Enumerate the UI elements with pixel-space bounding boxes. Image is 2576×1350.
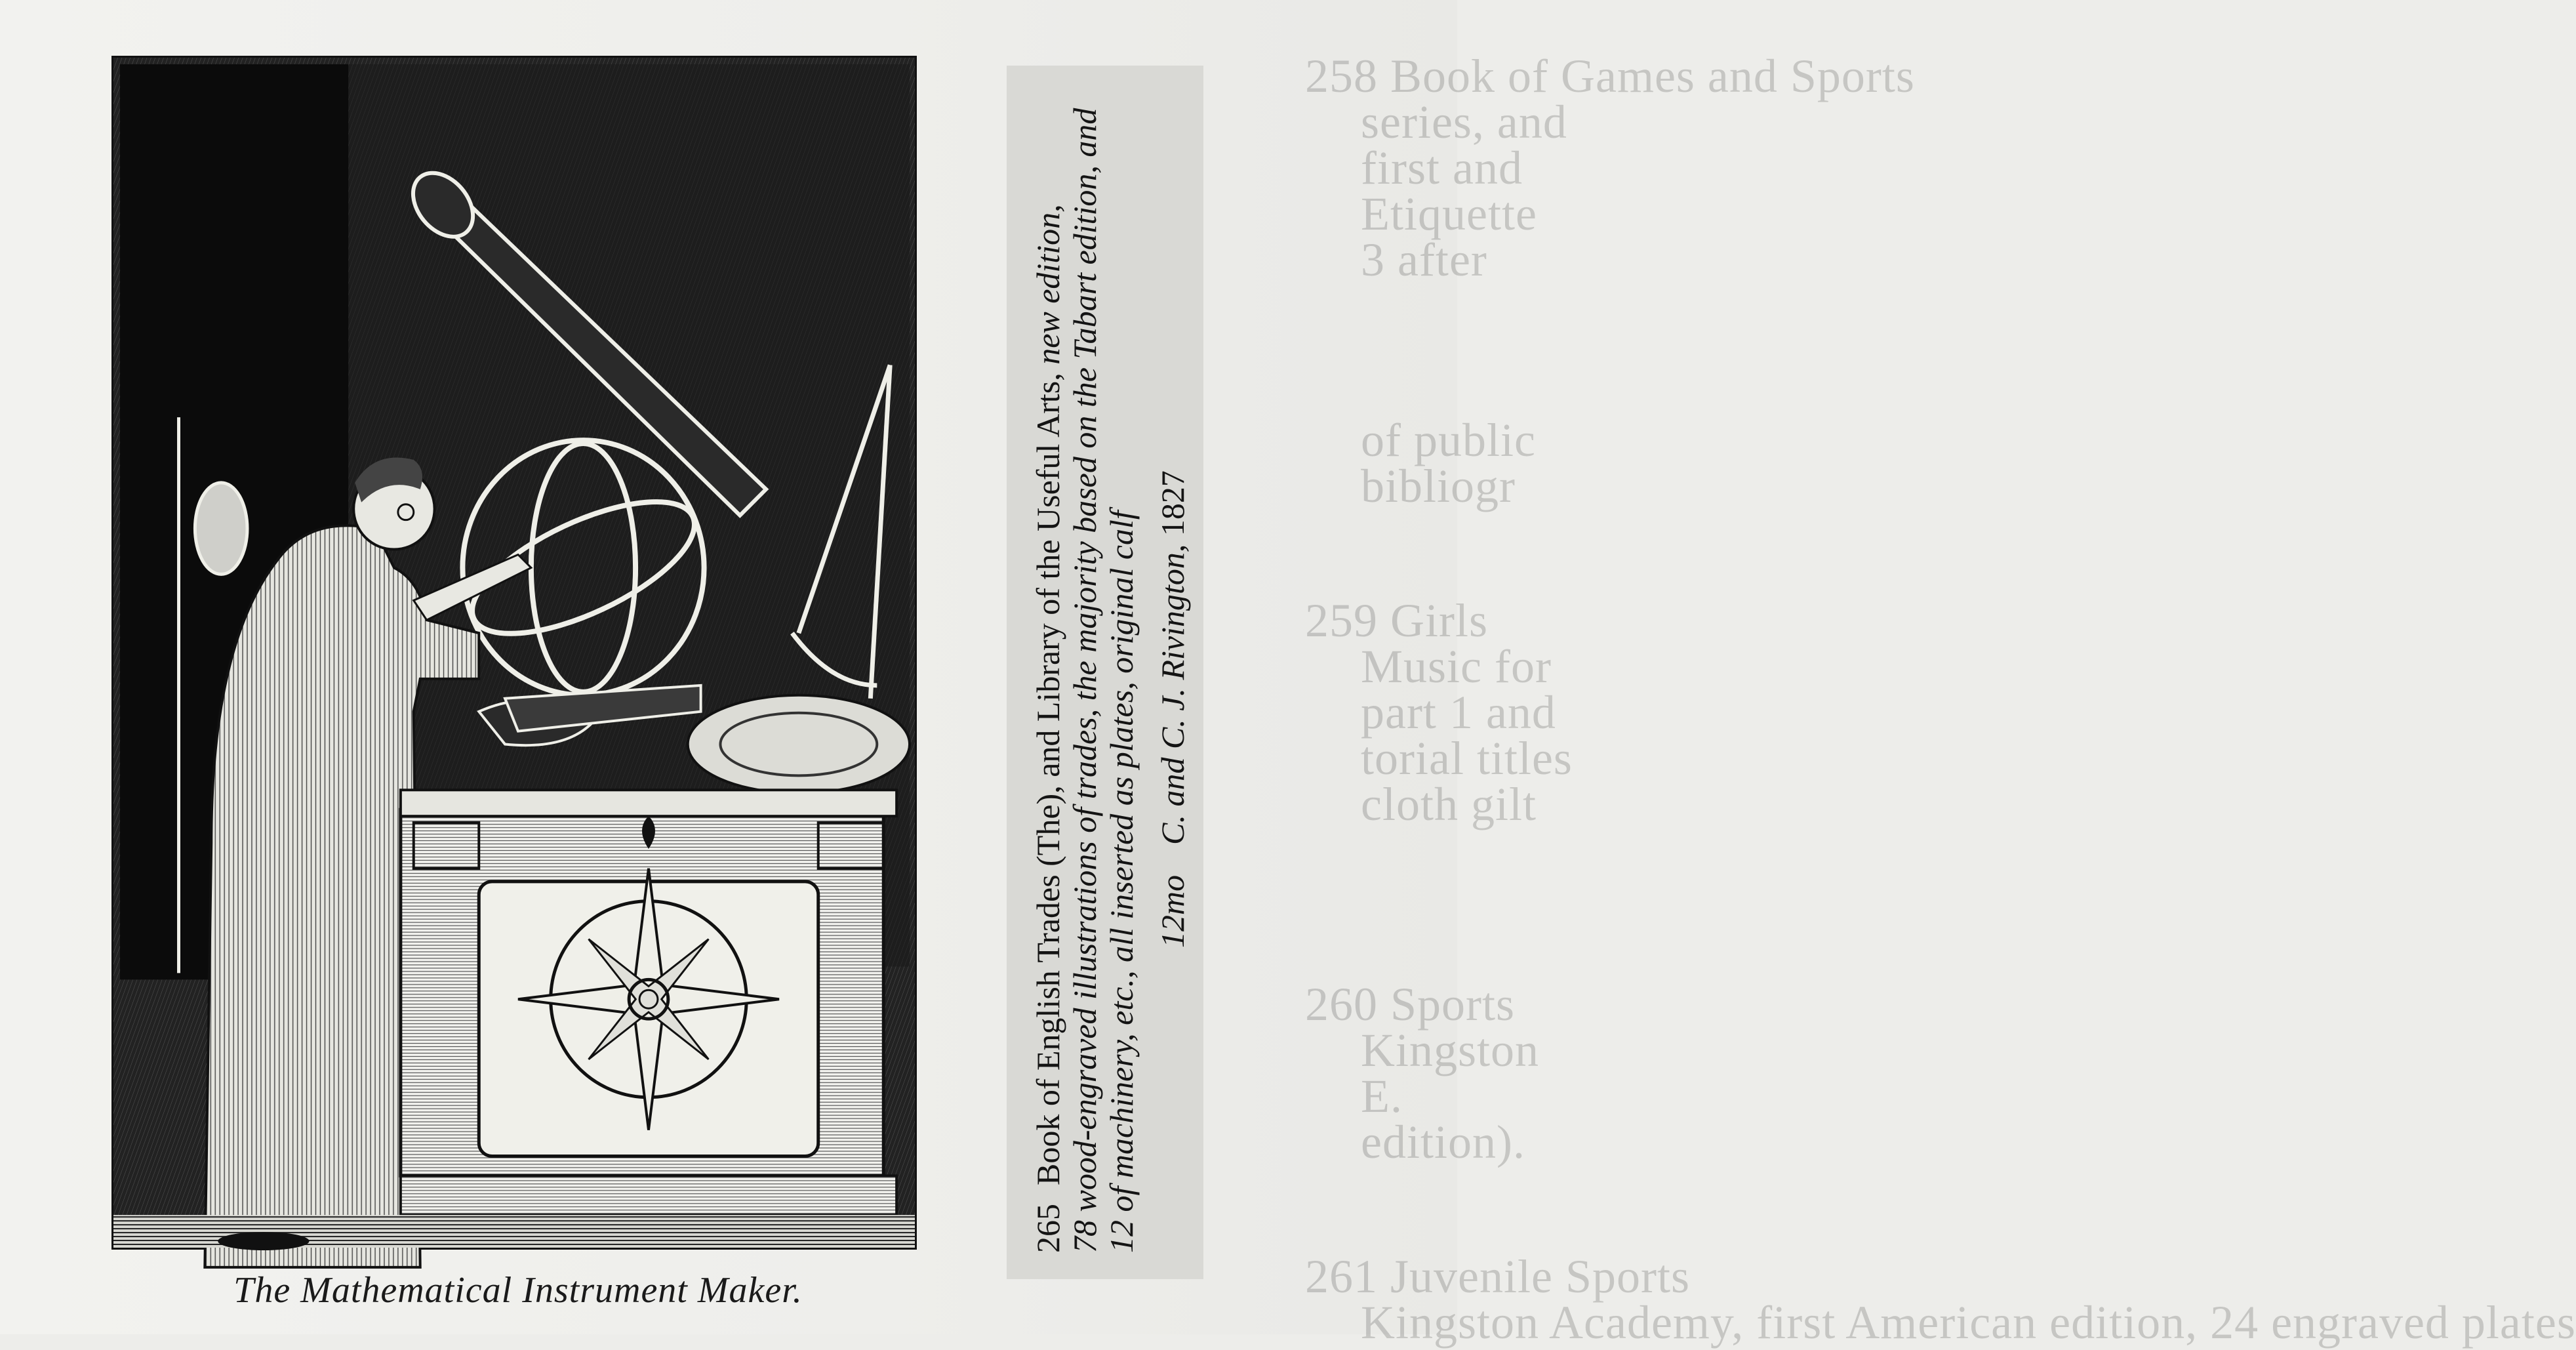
ghost-line: first and (1361, 142, 1523, 194)
figure-caption: The Mathematical Instrument Maker. (233, 1270, 803, 1311)
ghost-line: part 1 and (1361, 686, 1556, 739)
catalog-line-1 (1007, 66, 1066, 1279)
ghost-line: 261 Juvenile Sports (1305, 1250, 1690, 1303)
catalog-edition: new edition, (1030, 204, 1066, 365)
catalog-format: 12mo (1154, 874, 1191, 948)
ghost-line: torial titles (1361, 732, 1573, 785)
instrument-maker-engraving (113, 58, 915, 1248)
ghost-line: 260 Sports (1305, 978, 1516, 1031)
ghost-line: edition). (1361, 1116, 1525, 1168)
ghost-line: 3 after (1361, 234, 1487, 286)
catalog-entry (1007, 66, 1203, 1279)
ghost-line: series, and (1361, 96, 1567, 148)
catalog-imprint (1154, 66, 1191, 1279)
catalog-year: 1827 (1154, 470, 1191, 537)
catalog-line-2: 78 wood-engraved illustrations of trades, the majority based on the Tabart edition, and (1066, 108, 1103, 1253)
ghost-line: of public (1361, 414, 1536, 466)
catalog-number: 265 (1030, 1204, 1066, 1253)
catalog-title: Book of English Trades (The), and Library of the Useful Arts, (1030, 373, 1066, 1185)
catalog-publisher: C. and C. J. Rivington, (1154, 544, 1191, 845)
ghost-line: Music for (1361, 640, 1552, 693)
ghost-line: Etiquette (1361, 188, 1537, 240)
ghost-line: 258 Book of Games and Sports (1305, 50, 1915, 102)
ghost-line: Kingston Academy, first American edition, 24 engraved plates (1361, 1296, 2576, 1349)
catalog-line-3: 12 of machinery, etc., all inserted as plates, original calf (1103, 510, 1140, 1253)
ghost-line: E. (1361, 1070, 1403, 1122)
ghost-line: cloth gilt (1361, 778, 1537, 830)
engraving-frame (111, 56, 917, 1250)
ghost-line: bibliogr (1361, 460, 1516, 512)
ghost-line: 259 Girls (1305, 594, 1488, 647)
ghost-line: Kingston (1361, 1024, 1540, 1076)
